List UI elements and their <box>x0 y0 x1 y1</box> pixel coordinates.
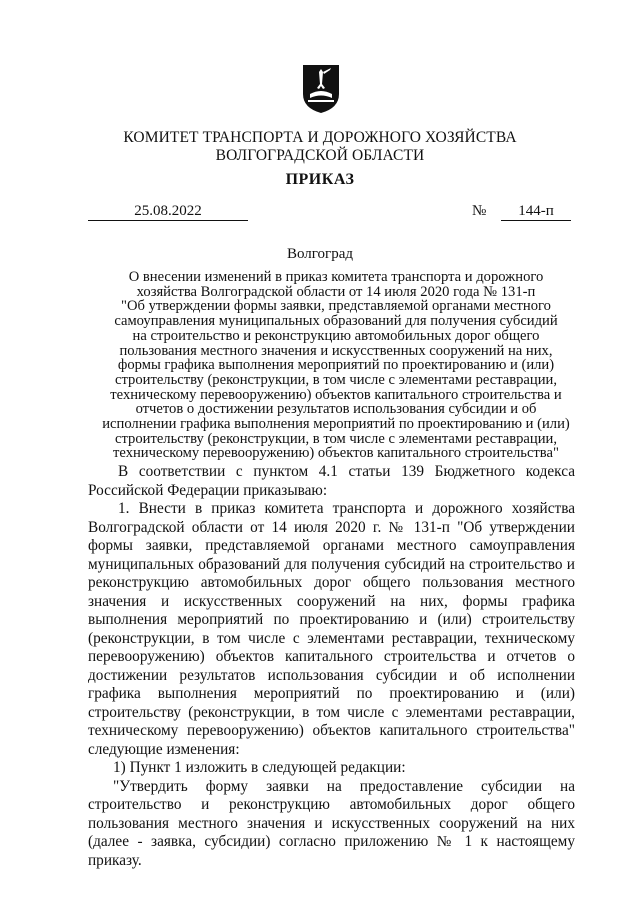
org-name-line1: КОМИТЕТ ТРАНСПОРТА И ДОРОЖНОГО ХОЗЯЙСТВА <box>123 129 517 146</box>
subject-line: на строительство и реконструкцию автомобильных дорог общего <box>132 327 540 344</box>
body-paragraph-4: "Утвердить форму заявки на предоставление субсидии на строительство и реконструкцию автомобильных дорог общего пользования местного значения и искусственных сооружений на них (далее - заявка, субсидии) согласно приложению № 1 к настоящему приказу. <box>88 777 575 869</box>
subject-line: формы графика выполнения мероприятий по проектированию и (или) <box>117 357 555 374</box>
volgograd-emblem-icon <box>302 64 340 114</box>
body-paragraph-3: 1) Пункт 1 изложить в следующей редакции: <box>113 759 406 776</box>
subject-line: отчетов о достижении результатов использования субсидии и об <box>135 401 537 418</box>
subject-line: строительству (реконструкции, в том числе с элементами реставрации, <box>115 430 557 447</box>
subject-line: техническому перевооружению) объектов капитального строительства и <box>110 386 562 403</box>
subject-line: пользования местного значения и искусственных сооружений на них, <box>119 342 553 359</box>
org-name-line2: ВОЛГОГРАДСКОЙ ОБЛАСТИ <box>215 147 425 164</box>
subject-line: техническому перевооружению) объектов капитального строительства" <box>113 445 559 462</box>
order-title: ПРИКАЗ <box>285 171 355 188</box>
subject-line: строительству (реконструкции, в том числе с элементами реставрации, <box>115 371 557 388</box>
subject-line: самоуправления муниципальных образований для получения субсидий <box>114 313 558 330</box>
subject-line: исполнении графика выполнения мероприятий по проектированию и (или) <box>102 416 570 433</box>
subject-line: хозяйства Волгоградской области от 14 июля 2020 года № 131-п <box>136 283 536 300</box>
subject-line: О внесении изменений в приказ комитета транспорта и дорожного <box>128 269 544 285</box>
order-body <box>88 463 575 870</box>
subject-line: "Об утверждении формы заявки, представляемой органами местного <box>121 298 551 315</box>
body-paragraph-1: В соответствии с пунктом 4.1 статьи 139 Бюджетного кодекса Российской Федерации приказываю: <box>88 463 575 499</box>
order-date: 25.08.2022 <box>88 202 248 221</box>
city: Волгоград <box>286 246 353 262</box>
order-number: 144-п <box>501 202 571 221</box>
order-subject <box>88 270 584 461</box>
order-number-label: № <box>472 203 487 219</box>
body-paragraph-2: 1. Внести в приказ комитета транспорта и дорожного хозяйства Волгоградской области от 14 июля 2020 г. № 131-п "Об утверждении формы заявки, представляемой органами местного самоуправления муниципальных образований для получения субсидий на строительство и реконструкцию автомобильных дорог общего пользования местного значения и искусственных сооружений на них, формы графика выполнения мероприятий по проектированию и (или) строительству (реконструкции, в том числе с элементами реставрации, техническому перевооружению) объектов капитального строительства и отчетов о достижении результатов использования субсидии и об исполнении графика выполнения мероприятий по проектированию и (или) строительству (реконструкции, в том числе с элементами реставрации, техническому перевооружению) объектов капитального строительства" следующие изменения: <box>88 500 575 758</box>
